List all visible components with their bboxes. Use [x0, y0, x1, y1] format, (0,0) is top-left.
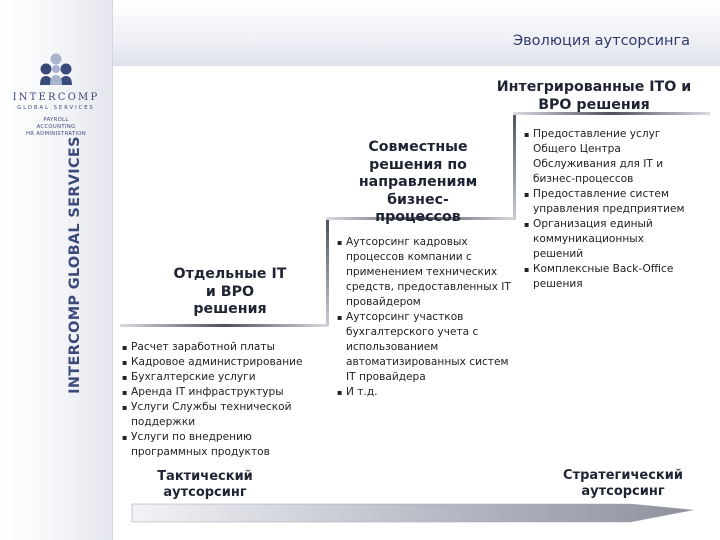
page-title: Эволюция аутсорсинга [513, 33, 690, 49]
list-item: ▪ Услуги Службы технической поддержки [122, 400, 327, 430]
logo-tagline: GLOBAL SERVICES [17, 105, 95, 111]
step-2-title: Совместные решения по направлениям бизнес-процессов [358, 139, 478, 225]
step-3-title: Интегрированные ITO и BPO решения [496, 79, 692, 113]
strategic-label: Стратегический аутсорсинг [563, 468, 683, 499]
list-item: ▪ Аутсорсинг кадровых процессов компании с применением технических средств, предоставленных IT провайдером [337, 235, 515, 310]
list-item: ▪ Предоставление систем управления предприятием [524, 187, 694, 217]
logo-name: INTERCOMP [12, 92, 100, 103]
vertical-brand-text: INTERCOMP GLOBAL SERVICES [67, 136, 83, 394]
logo-service: PAYROLL [43, 117, 69, 123]
list-item: ▪ Расчет заработной платы [122, 340, 327, 355]
list-item: ▪ Бухгалтерские услуги [122, 370, 327, 385]
list-item: ▪ Услуги по внедрению программных продуктов [122, 430, 327, 460]
logo-service: ACCOUNTING [36, 124, 76, 130]
list-item: ▪ Организация единый коммуникационных решений [524, 217, 694, 262]
list-item: ▪ Кадровое администрирование [122, 355, 327, 370]
list-item: ▪ Комплексные Back-Office решения [524, 262, 694, 292]
tactical-label: Тактический аутсорсинг [157, 469, 253, 500]
step-1-title: Отдельные IT и BPO решения [173, 266, 287, 317]
list-item: ▪ И т.д. [337, 385, 515, 400]
list-item: ▪ Аренда IT инфраструктуры [122, 385, 327, 400]
logo-service: HR ADMINISTRATION [25, 131, 86, 137]
list-item: ▪ Аутсорсинг участков бухгалтерского учета с использованием автоматизированных систем IT провайдера [337, 310, 515, 385]
list-item: ▪ Предоставление услуг Общего Центра Обслуживания для IT и бизнес-процессов [524, 127, 694, 187]
